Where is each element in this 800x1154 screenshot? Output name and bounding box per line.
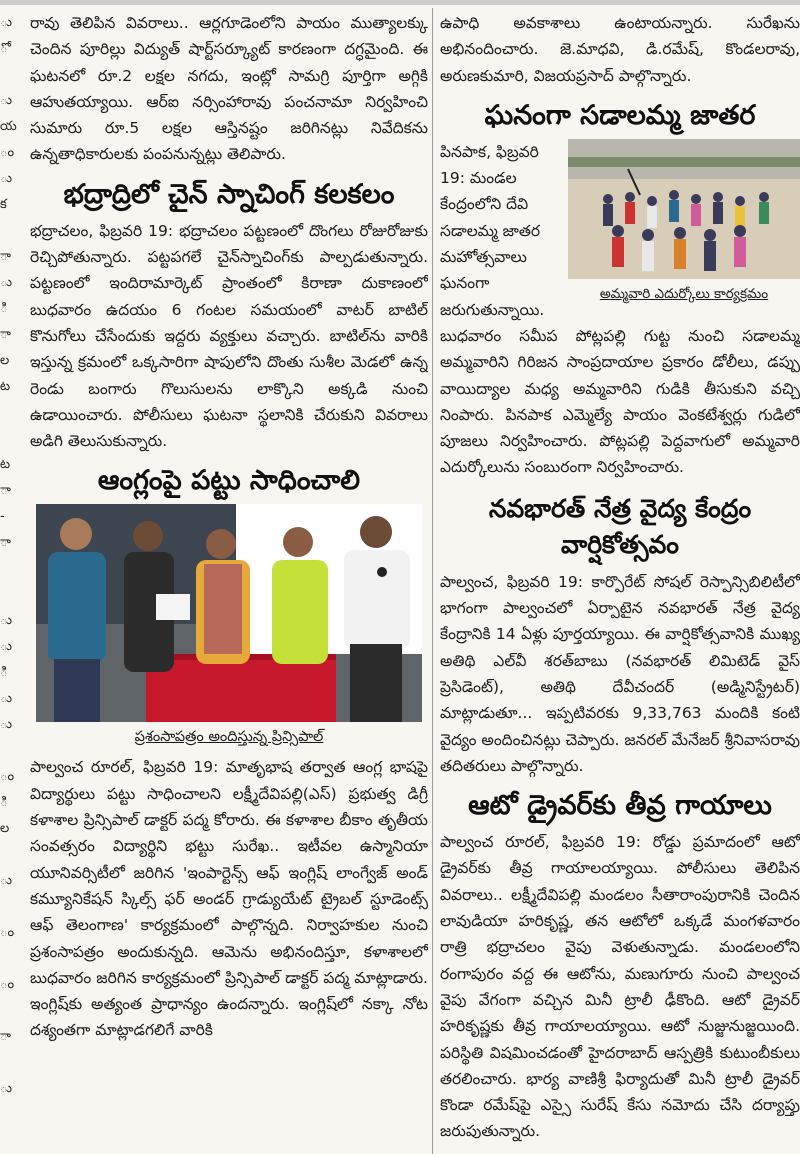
jatara-procession-illustration (568, 139, 800, 279)
left-margin-fragment: ి (0, 665, 8, 680)
left-margin-fragment: ు (0, 639, 13, 654)
left-margin-fragment: ా (0, 535, 11, 550)
left-margin-fragment: ు (0, 93, 13, 108)
english-skills-body: పాల్వంచ రూరల్, ఫిబ్రవరి 19: మాతృభాష తర్వాత ఆంగ్ల భాషపై విద్యార్థులు పట్టు సాధించాలని లక్ష్మీదేవిపల్లి(ఎస్) ప్రభుత్వ డిగ్రీ కళాశాల ప్రిన్సిపాల్ డాక్టర్ పద్మ కోరారు. ఈ కళాశాల బీకాం తృతీయ సంవత్సరం విద్యార్థిని భట్టు సురేఖ.. ఇటీవల ఉస్మానియా యూనివర్సిటీలో జరిగిన 'ఇంపార్టెన్స్ ఆఫ్ ఇంగ్లిష్ లాంగ్వేజ్ అండ్ కమ్యూనికేషన్ స్కిల్స్ ఫర్ అండర్ గ్రాడ్యుయేట్ ట్రైబల్ స్టూడెంట్స్ ఆఫ్ తెలంగాణ' కార్యక్రమంలో పాల్గొన్నది. నిర్వాహకుల నుంచి ప్రశంసాపత్రం అందుకున్నది. ఆమెను అభినందిస్తూ, కళాశాలలో బుధవారం జరిగిన కార్యక్రమంలో ప్రిన్సిపాల్ డాక్టర్ పద్మ మాట్లాడారు. ఇంగ్లిష్‌కు అత్యంత ప్రాధాన్యం ఉందన్నారు. ఇంగ్లిష్‌లో నక్కా నోట దశ్యంతగా మాట్లాడగలిగే వారికి (30, 758, 428, 1040)
left-margin-fragment: ు (0, 717, 13, 732)
left-margin-fragment: ు (0, 873, 13, 888)
left-margin-fragment (0, 582, 22, 608)
left-column (30, 10, 428, 1154)
left-margin-fragment: ట (0, 379, 11, 394)
left-margin-fragment: ా (0, 483, 11, 498)
right-intro-text: ఉపాధి అవకాశాలు ఉంటాయన్నారు. సురేఖను అభినందించారు. జె.మాధవి, డి.రమేష్, కొండలరావు, అరుణకుమారి, విజయప్రసాద్ పాల్గొన్నారు. (440, 14, 800, 85)
english-skills-headline: ఆంగ్లంపై పట్టు సాధించాలి (97, 465, 361, 497)
chain-snatching-headline: భద్రాద్రిలో చైన్ స్నాచింగ్ కలకలం (63, 178, 395, 210)
left-margin-fragment (0, 946, 22, 972)
column-divider (432, 8, 433, 1154)
left-margin-fragment: ం (0, 145, 15, 160)
left-margin-fragment (0, 62, 22, 88)
left-margin-fragment: ు (0, 15, 13, 30)
auto-driver-headline: ఆటో డ్రైవర్‌కు తీవ్ర గాయాలు (468, 790, 772, 822)
jatara-body: బుధవారం సమీప పోట్లపల్లి గుట్ట నుంచి సడాలమ్మ అమ్మవారిని గిరిజన సాంప్రదాయాల ప్రకారం డోలీలు, డప్పు వాయిద్యాల మధ్య అమ్మవారిని గుడికి తీసుకుని వచ్చి నింపారు. పినపాక ఎమ్మెల్యే పాయం వెంకటేశ్వర్లు గుడిలో పూజలు నిర్వహించారు. పోట్లపల్లి పెద్దవాగులో అమ్మవారి ఎదుర్కోలును సంబురంగా నిర్వహించారు. (440, 326, 800, 477)
chain-snatching-body: భద్రాచలం, ఫిబ్రవరి 19: భద్రాచలం పట్టణంలో దొంగలు రోజురోజుకు రెచ్చిపోతున్నారు. పట్టపగలే చైన్‌స్నాచింగ్‌కు పాల్పడుతున్నారు. పట్టణంలో ఇందిరామార్కెట్ ప్రాంతంలో కిరాణా దుకాణంలో బుధవారం ఉదయం 6 గంటల సమయంలో వాటర్ బాటిల్ కొనుగోలు చేసేందుకు ఇద్దరు వ్యక్తులు వచ్చారు. బాటిల్‌ను వారికి ఇస్తున్న క్రమంలో ఒక్కసారిగా షాపులోని దొంతు సుశీల మెడలో ఉన్న రెండు బంగారు గొలుసులను లాక్కొని అక్కడి నుంచి ఉడాయించారు. పోలీసులు ఘటనా స్థలానికి చేరుకుని వివరాలు అడిగి తెలుసుకున్నారు. (30, 221, 428, 451)
left-margin-fragment: ు (0, 691, 13, 706)
left-margin-fragment (0, 400, 22, 426)
left-margin-fragment: ో (0, 41, 8, 56)
left-margin-fragment: - (0, 509, 5, 524)
left-margin-fragment (0, 738, 22, 764)
left-margin-fragment: ా (0, 327, 11, 342)
eye-hospital-headline: నవభారత్ నేత్ర వైద్య కేంద్రం వార్షికోత్సవం (488, 493, 752, 559)
left-margin-fragment: ు (0, 613, 13, 628)
left-margin-fragment (0, 842, 22, 868)
top-rule (0, 0, 800, 5)
left-margin-fragment: ం (0, 977, 15, 992)
jatara-photo-caption: అమ్మవారి ఎదుర్కోలు కార్యక్రమం (599, 285, 769, 302)
left-margin-column-fragment (0, 10, 22, 1154)
right-column (440, 10, 800, 1154)
left-margin-fragment (0, 1050, 22, 1076)
auto-driver-body: పాల్వంచ రూరల్, ఫిబ్రవరి 19: రోడ్డు ప్రమాదంలో ఆటో డ్రైవర్‌కు తీవ్ర గాయాలయ్యాయి. పోలీసులు తెలిపిన వివరాలు.. లక్ష్మీదేవిపల్లి మండలం సీతారాంపురానికి చెందిన లావుడియా హరికృష్ణ, తన ఆటోలో ఒక్కడే మంగళవారం రాత్రి భద్రాచలం వైపు వెళుతున్నాడు. మండలంలోని రంగాపురం వద్ద ఈ ఆటోను, మణుగూరు నుంచి పాల్వంచ వైపు వేగంగా వచ్చిన మినీ ట్రాలీ ఢీకొంది. ఆటో డ్రైవర్ హరికృష్ణకు తీవ్ర గాయాలయ్యాయి. ఆటో నుజ్జునుజ్జయింది. పరిస్థితి విషమించడంతో హైదరాబాద్ ఆస్పత్రికి కుటుంబీకులు తరలించారు. భార్య వాణిశ్రీ ఫిర్యాదుతో మినీ ట్రాలీ డ్రైవర్ కొండా రమేష్‌పై ఎస్సై సురేష్ కేసు నమోదు చేసి దర్యాప్తు జరుపుతున్నారు. (440, 833, 800, 1141)
certificate-photo-caption: ప్రశంసాపత్రం అందిస్తున్న ప్రిన్సిపాల్ (134, 729, 324, 746)
left-margin-fragment: ం (0, 925, 15, 940)
left-margin-fragment: ట (0, 457, 11, 472)
jatara-photo-block (568, 139, 800, 305)
left-margin-fragment: య (0, 119, 17, 134)
left-margin-fragment: ం (0, 769, 15, 784)
left-margin-fragment: క (0, 197, 7, 212)
left-margin-fragment (0, 998, 22, 1024)
left-margin-fragment: ల (0, 353, 10, 368)
left-margin-fragment (0, 218, 22, 244)
left-margin-fragment: ు (0, 171, 13, 186)
jatara-lead-text: పినపాక, ఫిబ్రవరి 19: మండల కేంద్రంలోని దేవి సడాలమ్మ జాతర మహోత్సవాలు ఘనంగా జరుగుతున్నాయి. (440, 142, 545, 319)
left-margin-fragment: ి (0, 301, 8, 316)
left-margin-fragment: ు (0, 275, 13, 290)
left-margin-fragment: ి (0, 795, 8, 810)
left-margin-fragment: ల (0, 821, 10, 836)
sadalamma-jatara-headline: ఘనంగా సడాలమ్మ జాతర (484, 99, 756, 131)
left-intro-text: రావు తెలిపిన వివరాలు.. ఆర్లగూడెంలోని పాయం ముత్యాలక్కు చెందిన పూరిల్లు విద్యుత్ షార్ట్‌సర్క్యూట్ కారణంగా దగ్ధమైంది. ఈ ఘటనలో రూ.2 లక్షల నగదు, ఇంట్లో సామగ్రి పూర్తిగా అగ్గికి ఆహుతయ్యాయి. ఆర్ఐ నర్సింహారావు పంచనామా నిర్వహించి సుమారు రూ.5 లక్షల ఆస్తినష్టం జరిగినట్లు నివేదికను ఉన్నతాధికారులకు పంపనున్నట్లు తెలిపారు. (30, 14, 428, 164)
left-margin-fragment (0, 556, 22, 582)
left-margin-fragment (0, 894, 22, 920)
left-margin-fragment: ు (0, 1081, 13, 1096)
certificate-presentation-photo (36, 504, 422, 722)
left-margin-fragment (0, 426, 22, 452)
certificate-presentation-illustration (36, 504, 422, 722)
left-margin-fragment: ా (0, 1029, 11, 1044)
left-margin-fragment: ా (0, 249, 11, 264)
jatara-procession-photo (568, 139, 800, 279)
eye-hospital-body: పాల్వంచ, ఫిబ్రవరి 19: కార్పొరేట్ సోషల్ రెస్పాన్సిబిలిటీలో భాగంగా పాల్వంచలో ఏర్పాటైన నవభారత్ నేత్ర వైద్య కేంద్రానికి 14 ఏళ్లు పూర్తయ్యాయి. ఈ వార్షికోత్సవానికి ముఖ్య అతిథి ఎల్‌వీ శరత్‌బాబు (నవభారత్ లిమిటెడ్ వైస్ ప్రెసిడెంట్), అతిథి దేవీచందర్ (అడ్మినిస్ట్రేటర్) మాట్లాడుతూ... ఇప్పటివరకు 9,33,763 మందికి కంటి వైద్యం అందించినట్లు చెప్పారు. జనరల్ మేనేజర్ శ్రీనివాసరావు తదితరులు పాల్గొన్నారు. (440, 572, 800, 775)
